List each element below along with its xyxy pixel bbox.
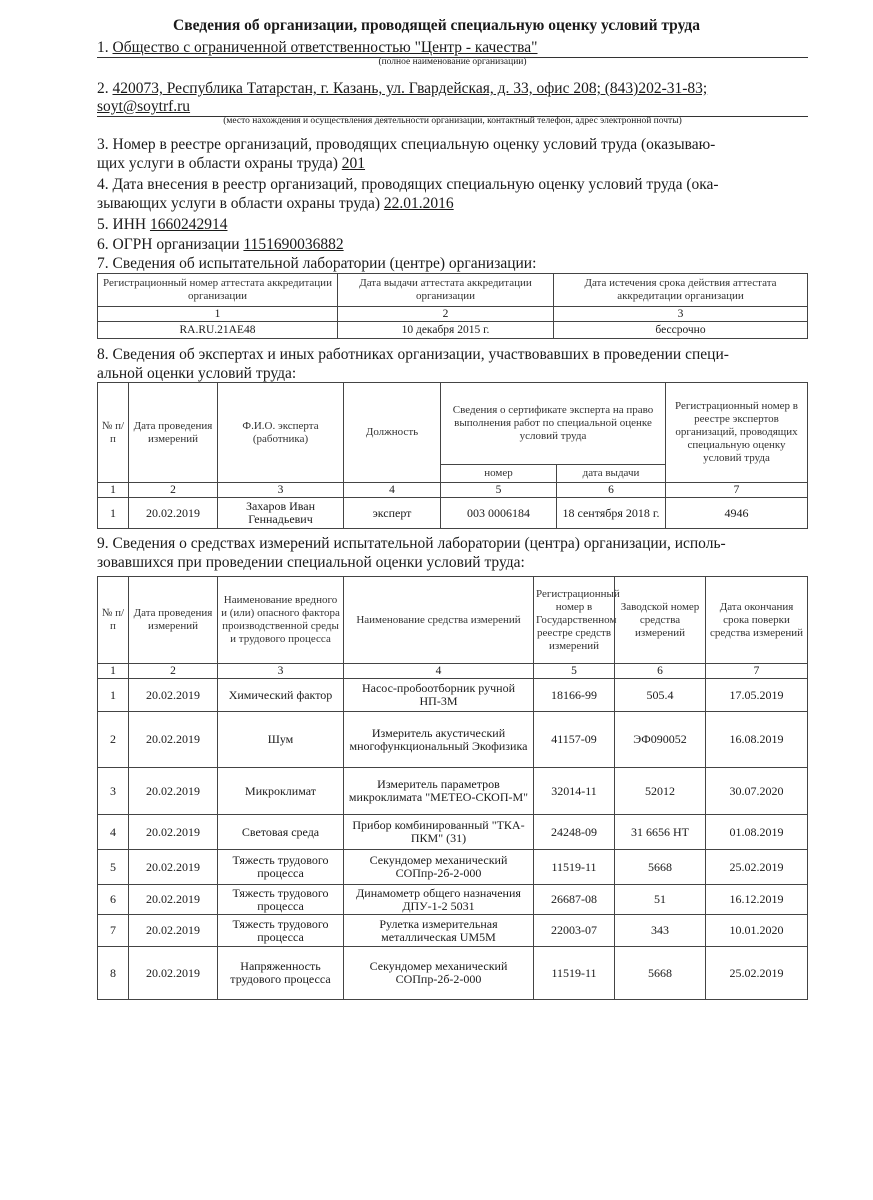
- column-number: 2: [129, 483, 218, 498]
- column-number: 4: [344, 664, 534, 679]
- column-header: Регистрационный номер в реестре экспертов организаций, проводящих специальную оценку условий труда: [666, 383, 808, 483]
- item-text: 4. Дата внесения в реестр организаций, проводящих специальную оценку условий труда (ока-: [97, 176, 719, 193]
- factor-name: Напряженность трудового процесса: [218, 947, 344, 1000]
- column-number: 5: [441, 483, 557, 498]
- org-address-line2: [97, 97, 808, 117]
- row-number: 8: [98, 947, 129, 1000]
- state-registry-number: 11519-11: [534, 947, 615, 1000]
- item-text: щих услуги в области охраны труда): [97, 155, 338, 172]
- row-number: 1: [98, 679, 129, 712]
- item-number: 1.: [97, 39, 109, 56]
- instrument-name: Измеритель акустический многофункциональный Экофизика: [344, 712, 534, 768]
- table-row: [98, 850, 808, 885]
- item-number: 2.: [97, 80, 109, 97]
- column-subheader: дата выдачи: [557, 465, 666, 483]
- table-row: [98, 915, 808, 947]
- column-header: Дата проведения измерений: [129, 577, 218, 664]
- state-registry-number: 22003-07: [534, 915, 615, 947]
- instruments-table: [97, 576, 808, 1000]
- factor-name: Тяжесть трудового процесса: [218, 915, 344, 947]
- verification-end-date: 25.02.2019: [706, 947, 808, 1000]
- column-header: Дата выдачи аттестата аккредитации организации: [338, 274, 554, 307]
- serial-number: 343: [615, 915, 706, 947]
- row-number: 4: [98, 815, 129, 850]
- org-address-line1: [97, 79, 808, 98]
- table-row: [98, 712, 808, 768]
- inn-item: [97, 215, 808, 234]
- measurement-date: 20.02.2019: [129, 768, 218, 815]
- column-number: 6: [557, 483, 666, 498]
- position: эксперт: [344, 498, 441, 529]
- column-header: Наименование средства измерений: [344, 577, 534, 664]
- instrument-name: Секундомер механический СОПпр-2б-2-000: [344, 947, 534, 1000]
- ogrn-item: [97, 235, 808, 254]
- table-row: [98, 322, 808, 339]
- table-row: [98, 679, 808, 712]
- inn-value: 1660242914: [149, 216, 228, 233]
- experts-table: [97, 382, 808, 529]
- org-email: soyt@soytrf.ru: [97, 98, 191, 115]
- state-registry-number: 24248-09: [534, 815, 615, 850]
- instrument-name: Насос-пробоотборник ручной НП-3М: [344, 679, 534, 712]
- state-registry-number: 26687-08: [534, 885, 615, 915]
- column-number: 2: [338, 307, 554, 322]
- verification-end-date: 01.08.2019: [706, 815, 808, 850]
- row-number: 5: [98, 850, 129, 885]
- document-title: Сведения об организации, проводящей специальную оценку условий труда: [173, 17, 700, 34]
- serial-number: 5668: [615, 947, 706, 1000]
- instruments-heading: [97, 534, 808, 572]
- org-address-caption: (место нахождения и осуществления деятельности организации, контактный телефон, адрес электронной почты): [223, 116, 682, 126]
- registry-number: 201: [341, 155, 366, 172]
- column-number: 3: [218, 483, 344, 498]
- column-number: 7: [706, 664, 808, 679]
- state-registry-number: 18166-99: [534, 679, 615, 712]
- column-header: № п/п: [98, 383, 129, 483]
- item-label: 6. ОГРН организации: [97, 236, 240, 253]
- lab-info-heading: 7. Сведения об испытательной лаборатории (центре) организации:: [97, 255, 537, 272]
- serial-number: 505.4: [615, 679, 706, 712]
- table-row: [98, 768, 808, 815]
- item-text: зывающих услуги в области охраны труда): [97, 195, 381, 212]
- table-row: [98, 947, 808, 1000]
- row-number: 3: [98, 768, 129, 815]
- serial-number: 31 6656 НТ: [615, 815, 706, 850]
- serial-number: 5668: [615, 850, 706, 885]
- instrument-name: Рулетка измерительная металлическая UM5M: [344, 915, 534, 947]
- state-registry-number: 11519-11: [534, 850, 615, 885]
- measurement-date: 20.02.2019: [129, 915, 218, 947]
- verification-end-date: 30.07.2020: [706, 768, 808, 815]
- table-row: [98, 885, 808, 915]
- measurement-date: 20.02.2019: [129, 679, 218, 712]
- column-number: 2: [129, 664, 218, 679]
- expiry-date: бессрочно: [554, 322, 808, 339]
- row-number: 1: [98, 498, 129, 529]
- state-registry-number: 32014-11: [534, 768, 615, 815]
- column-header: Заводской номер средства измерений: [615, 577, 706, 664]
- registry-date-item: [97, 175, 808, 213]
- column-header: Ф.И.О. эксперта (работника): [218, 383, 344, 483]
- measurement-date: 20.02.2019: [129, 885, 218, 915]
- column-header: № п/п: [98, 577, 129, 664]
- serial-number: ЭФ090052: [615, 712, 706, 768]
- factor-name: Тяжесть трудового процесса: [218, 885, 344, 915]
- row-number: 7: [98, 915, 129, 947]
- factor-name: Шум: [218, 712, 344, 768]
- item-label: 5. ИНН: [97, 216, 147, 233]
- factor-name: Тяжесть трудового процесса: [218, 850, 344, 885]
- column-number: 1: [98, 483, 129, 498]
- expert-registry-number: 4946: [666, 498, 808, 529]
- registry-number-item: [97, 135, 808, 173]
- factor-name: Световая среда: [218, 815, 344, 850]
- registry-date: 22.01.2016: [383, 195, 454, 212]
- row-number: 6: [98, 885, 129, 915]
- column-header: Регистрационный номер аттестата аккредитации организации: [98, 274, 338, 307]
- serial-number: 51: [615, 885, 706, 915]
- certificate-number: 003 0006184: [441, 498, 557, 529]
- measurement-date: 20.02.2019: [129, 712, 218, 768]
- column-number: 1: [98, 307, 338, 322]
- factor-name: Химический фактор: [218, 679, 344, 712]
- column-number: 5: [534, 664, 615, 679]
- column-number: 1: [98, 664, 129, 679]
- measurement-date: 20.02.2019: [129, 947, 218, 1000]
- column-header: Дата проведения измерений: [129, 383, 218, 483]
- experts-heading: [97, 345, 808, 383]
- issue-date: 10 декабря 2015 г.: [338, 322, 554, 339]
- org-name-caption: (полное наименование организации): [378, 57, 527, 67]
- serial-number: 52012: [615, 768, 706, 815]
- verification-end-date: 16.08.2019: [706, 712, 808, 768]
- column-number: 3: [218, 664, 344, 679]
- verification-end-date: 25.02.2019: [706, 850, 808, 885]
- column-header: Регистрационный номер в Государственном реестре средств измерений: [534, 577, 615, 664]
- certificate-number: RA.RU.21АЕ48: [98, 322, 338, 339]
- column-number: 6: [615, 664, 706, 679]
- column-number: 3: [554, 307, 808, 322]
- verification-end-date: 10.01.2020: [706, 915, 808, 947]
- measurement-date: 20.02.2019: [129, 815, 218, 850]
- instrument-name: Секундомер механический СОПпр-2б-2-000: [344, 850, 534, 885]
- column-subheader: номер: [441, 465, 557, 483]
- org-name-line: [97, 38, 808, 58]
- item-text: 9. Сведения о средствах измерений испытательной лаборатории (центра) организации, исполь-: [97, 535, 726, 552]
- expert-name: Захаров Иван Геннадьевич: [218, 498, 344, 529]
- instrument-name: Прибор комбинированный "ТКА-ПКМ" (31): [344, 815, 534, 850]
- verification-end-date: 17.05.2019: [706, 679, 808, 712]
- item-text: альной оценки условий труда:: [97, 365, 297, 382]
- item-text: 8. Сведения об экспертах и иных работниках организации, участвовавших в проведении специ-: [97, 346, 729, 363]
- factor-name: Микроклимат: [218, 768, 344, 815]
- instrument-name: Измеритель параметров микроклимата "МЕТЕО-СКОП-М": [344, 768, 534, 815]
- measurement-date: 20.02.2019: [129, 498, 218, 529]
- verification-end-date: 16.12.2019: [706, 885, 808, 915]
- item-text: 3. Номер в реестре организаций, проводящих специальную оценку условий труда (оказываю-: [97, 136, 716, 153]
- certificate-date: 18 сентября 2018 г.: [557, 498, 666, 529]
- column-header: Сведения о сертификате эксперта на право выполнения работ по специальной оценке условий труда: [441, 383, 666, 465]
- table-row: [98, 815, 808, 850]
- column-header: Дата истечения срока действия аттестата аккредитации организации: [554, 274, 808, 307]
- state-registry-number: 41157-09: [534, 712, 615, 768]
- org-address: 420073, Республика Татарстан, г. Казань, ул. Гвардейская, д. 33, офис 208; (843)202-31-83;: [112, 80, 708, 97]
- row-number: 2: [98, 712, 129, 768]
- column-header: Должность: [344, 383, 441, 483]
- ogrn-value: 1151690036882: [243, 236, 344, 253]
- column-number: 7: [666, 483, 808, 498]
- lab-accreditation-table: [97, 273, 808, 339]
- table-row: [98, 498, 808, 529]
- column-number: 4: [344, 483, 441, 498]
- org-full-name: Общество с ограниченной ответственностью "Центр - качества": [112, 39, 538, 56]
- column-header: Дата окончания срока поверки средства измерений: [706, 577, 808, 664]
- column-header: Наименование вредного и (или) опасного фактора производственной среды и трудового процесса: [218, 577, 344, 664]
- measurement-date: 20.02.2019: [129, 850, 218, 885]
- item-text: зовавшихся при проведении специальной оценки условий труда:: [97, 554, 525, 571]
- instrument-name: Динамометр общего назначения ДПУ-1-2 5031: [344, 885, 534, 915]
